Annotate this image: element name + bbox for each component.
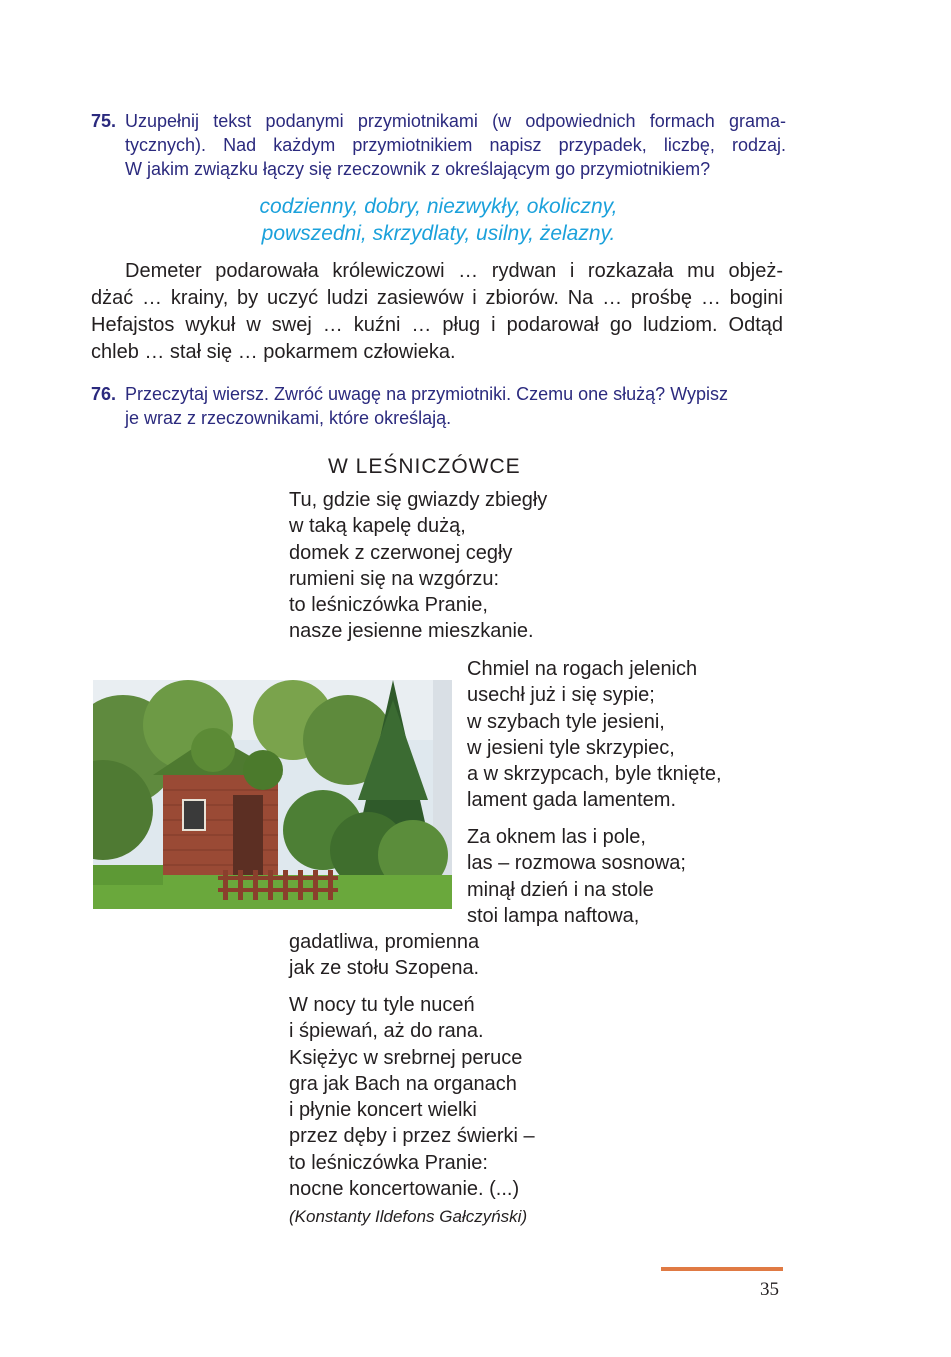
poem-stanza-2 — [467, 656, 722, 814]
adjective-line: powszedni, skrzydlaty, usilny, żelazny. — [261, 222, 616, 245]
adjective-line: codzienny, dobry, niezwykły, okoliczny, — [259, 195, 618, 218]
poem-line: nocne koncertowanie. (...) — [289, 1178, 520, 1201]
task-number: 75. — [91, 111, 117, 131]
poem-line: jak ze stołu Szopena. — [289, 957, 480, 980]
text-line: Demeter podarowała królewiczowi … rydwan i rozkazała mu objeż- — [125, 260, 783, 282]
adjective-list — [91, 193, 786, 247]
poem-line: i śpiewań, aż do rana. — [289, 1020, 484, 1043]
poem-author: (Konstanty Ildefons Gałczyński) — [289, 1207, 528, 1226]
poem-line: Za oknem las i pole, — [467, 826, 646, 848]
poem-line: w jesieni tyle skrzypiec, — [467, 736, 675, 759]
poem-line: przez dęby i przez świerki – — [289, 1125, 535, 1148]
forester-lodge-photo — [93, 680, 452, 909]
poem-line: rumieni się na wzgórzu: — [289, 567, 500, 590]
poem-line: nasze jesienne mieszkanie. — [289, 620, 534, 643]
poem-line: w taką kapelę dużą, — [289, 515, 466, 538]
poem-line: Księżyc w srebrnej peruce — [289, 1046, 523, 1069]
poem-line: w szybach tyle jesieni, — [467, 710, 665, 733]
task-line: W jakim związku łączy się rzeczownik z określającym go przymiotnikiem? — [125, 159, 711, 179]
task-75 — [91, 109, 786, 181]
poem-line: minął dzień i na stole — [467, 878, 654, 901]
task-line: Przeczytaj wiersz. Zwróć uwagę na przymiotniki. Czemu one służą? Wypisz — [125, 384, 729, 404]
text-line: dżać … krainy, by uczyć ludzi zasiewów i zbiorów. Na … prośbę … bogini — [91, 287, 783, 309]
exercise-text — [91, 258, 783, 366]
poem-line: usechł już i się sypie; — [467, 684, 655, 707]
poem-line: i płynie koncert wielki — [289, 1099, 477, 1122]
poem-line: gadatliwa, promienna — [289, 931, 480, 953]
text-line: chleb … stał się … pokarmem człowieka. — [91, 341, 456, 363]
poem-line: domek z czerwonej cegły — [289, 541, 513, 564]
task-line: Uzupełnij tekst podanymi przymiotnikami (w odpowiednich formach grama- — [125, 111, 786, 131]
poem-line: to leśniczówka Pranie, — [289, 594, 488, 617]
text-line: Hefajstos wykuł w swej … kuźni … pług i podarował go ludziom. Odtąd — [91, 314, 783, 336]
poem-line: Chmiel na rogach jelenich — [467, 658, 698, 680]
poem-line: Tu, gdzie się gwiazdy zbiegły — [289, 489, 548, 511]
task-line: je wraz z rzeczownikami, które określają. — [125, 408, 452, 428]
poem-line: W nocy tu tyle nuceń — [289, 994, 475, 1016]
poem-line: stoi lampa naftowa, — [467, 904, 640, 927]
poem-stanza-1 — [289, 487, 547, 645]
poem-stanza-3 — [467, 824, 686, 929]
poem-stanza-3-end — [289, 929, 479, 982]
poem-title: W LEŚNICZÓWCE — [328, 455, 521, 478]
task-number: 76. — [91, 384, 117, 404]
poem-line: gra jak Bach na organach — [289, 1072, 517, 1095]
poem-line: a w skrzypcach, byle tknięte, — [467, 763, 722, 786]
task-line: tycznych). Nad każdym przymiotnikiem napisz przypadek, liczbę, rodzaj. — [125, 135, 786, 155]
poem-line: to leśniczówka Pranie: — [289, 1151, 488, 1174]
task-76 — [91, 382, 786, 430]
page-number: 35 — [760, 1279, 779, 1300]
poem-line: las – rozmowa sosnowa; — [467, 852, 686, 875]
poem-line: lament gada lamentem. — [467, 789, 677, 812]
poem-stanza-4 — [289, 992, 535, 1202]
footer-rule — [661, 1267, 783, 1271]
